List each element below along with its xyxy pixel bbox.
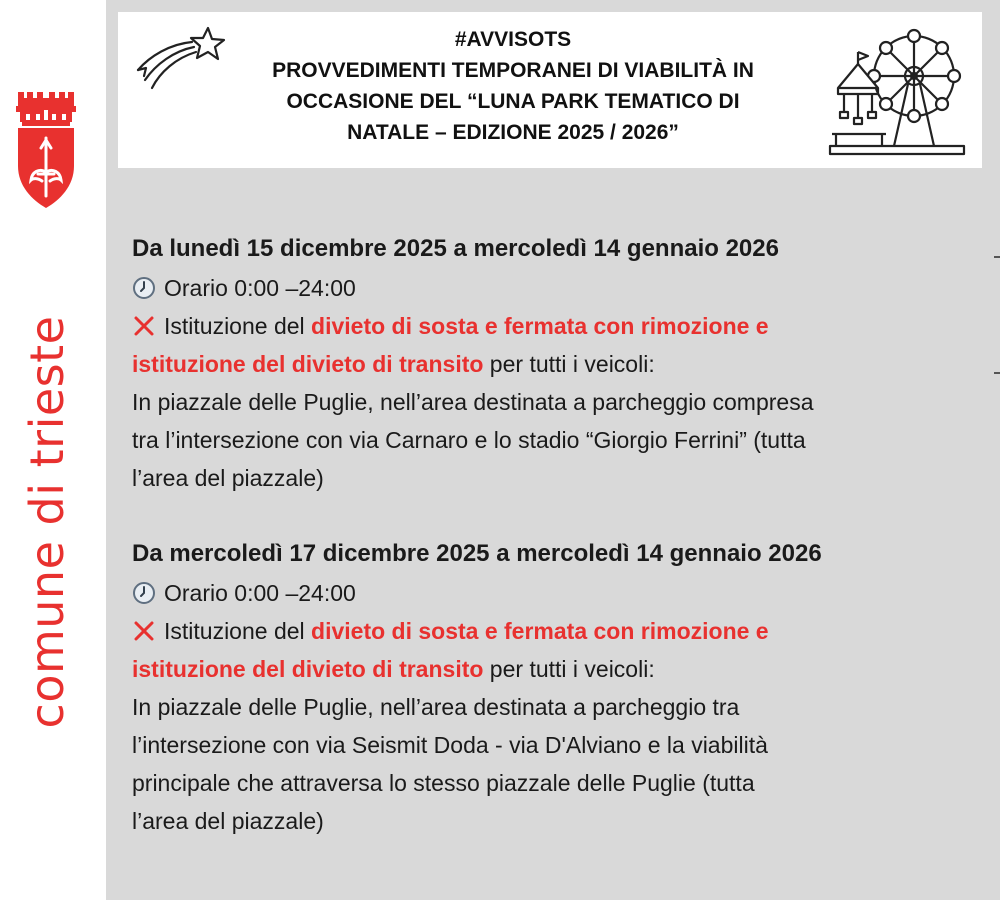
edge-mark — [994, 256, 1000, 258]
detail-line: principale che attraversa lo stesso piazzale delle Puglie (tutta — [132, 770, 755, 796]
sidebar — [0, 0, 106, 900]
rule-after: per tutti i veicoli: — [483, 351, 655, 377]
rule-after: per tutti i veicoli: — [483, 656, 655, 682]
rule-line — [132, 612, 992, 650]
detail-line: l’area del piazzale) — [132, 465, 324, 491]
header-title-line: OCCASIONE DEL “LUNA PARK TEMATICO DI — [286, 90, 740, 113]
rule-highlight: divieto di sosta e fermata con rimozione e — [311, 313, 769, 339]
rule-line — [132, 650, 992, 688]
cross-icon — [132, 314, 156, 338]
rule-line — [132, 307, 992, 345]
rule-highlight: divieto di sosta e fermata con rimozione e — [311, 618, 769, 644]
trieste-crest-icon — [14, 92, 78, 210]
header-banner — [118, 12, 982, 168]
rule-intro: Istituzione del — [164, 313, 312, 339]
detail-line: In piazzale delle Puglie, nell’area destinata a parcheggio compresa — [132, 389, 814, 415]
brand-name: comune di trieste — [20, 315, 74, 729]
detail-line: tra l’intersezione con via Carnaro e lo stadio “Giorgio Ferrini” (tutta — [132, 427, 806, 453]
cross-icon — [132, 619, 156, 643]
header-title-line: PROVVEDIMENTI TEMPORANEI DI VIABILITÀ IN — [272, 59, 754, 82]
detail-line: In piazzale delle Puglie, nell’area destinata a parcheggio tra — [132, 694, 740, 720]
notice-panel — [106, 0, 1000, 900]
notice-section-2 — [132, 538, 992, 840]
clock-icon — [132, 581, 156, 605]
rule-highlight: istituzione del divieto di transito — [132, 656, 484, 682]
rule-intro: Istituzione del — [164, 618, 312, 644]
notice-section-1 — [132, 233, 992, 497]
ferris-wheel-icon — [828, 22, 968, 162]
edge-mark — [994, 372, 1000, 374]
hours-text: Orario 0:00 –24:00 — [164, 275, 356, 301]
hours-line — [132, 574, 992, 612]
hours-line — [132, 269, 992, 307]
shooting-star-icon — [130, 24, 230, 94]
section-title: Da lunedì 15 dicembre 2025 a mercoledì 14 gennaio 2026 — [132, 235, 779, 262]
clock-icon — [132, 276, 156, 300]
rule-highlight: istituzione del divieto di transito — [132, 351, 484, 377]
section-title: Da mercoledì 17 dicembre 2025 a mercoledì 14 gennaio 2026 — [132, 540, 822, 567]
detail-line: l’area del piazzale) — [132, 808, 324, 834]
detail-line: l’intersezione con via Seismit Doda - via D'Alviano e la viabilità — [132, 732, 768, 758]
hours-text: Orario 0:00 –24:00 — [164, 580, 356, 606]
header-title-line: NATALE – EDIZIONE 2025 / 2026” — [347, 121, 679, 144]
header-tag: #AVVISOTS — [454, 28, 572, 51]
rule-line — [132, 345, 992, 383]
header-title-block — [238, 24, 788, 148]
